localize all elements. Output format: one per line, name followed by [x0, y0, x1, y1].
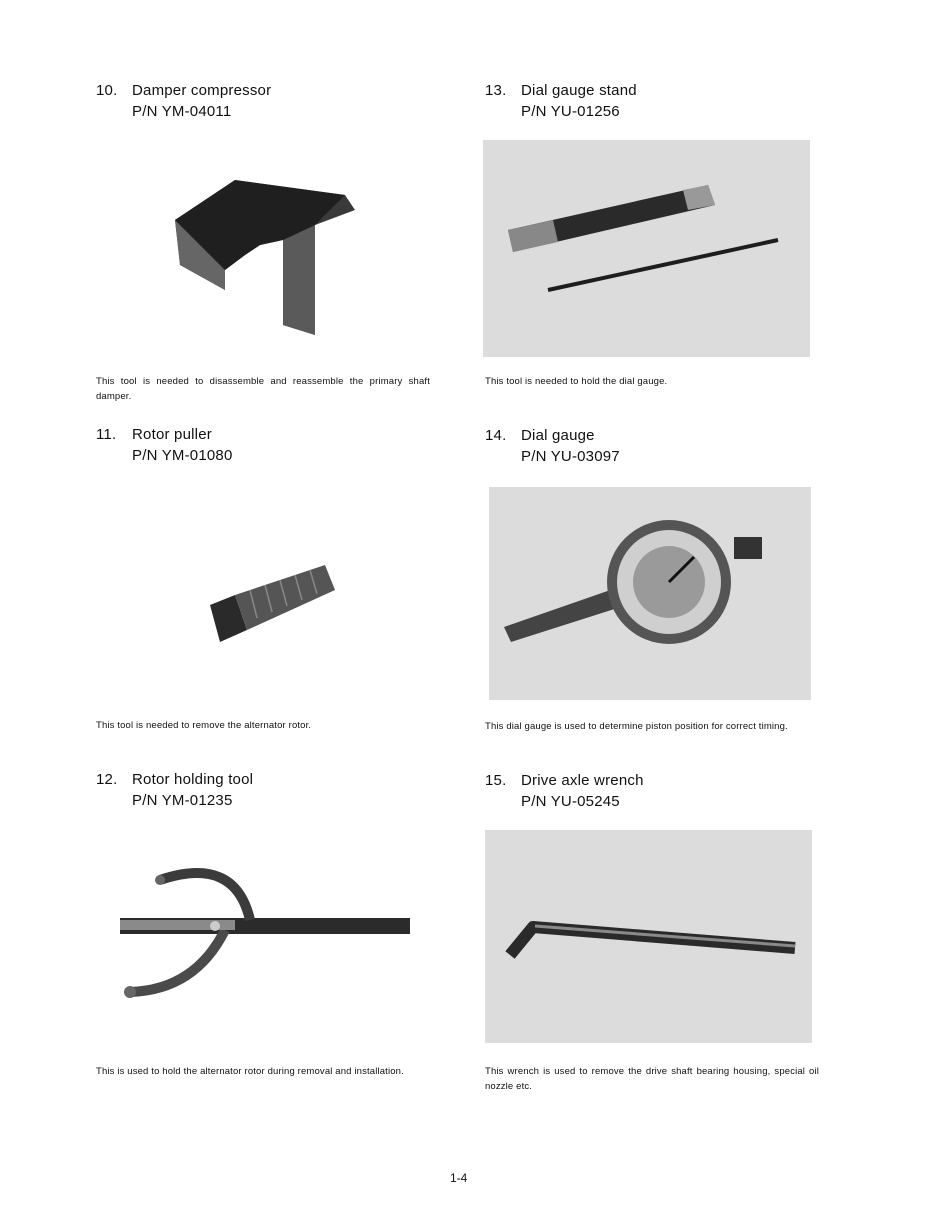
page-number: 1-4: [450, 1171, 468, 1185]
tool-15-heading: [485, 770, 830, 812]
tool-name: Rotor puller: [132, 426, 212, 443]
tool-12-heading: [96, 769, 441, 811]
tool-13-caption: This tool is needed to hold the dial gauge.: [485, 376, 668, 387]
item-number: 11.: [96, 426, 117, 443]
part-number: P/N YM-01080: [132, 447, 233, 464]
tool-14-caption: This dial gauge is used to determine piston position for correct timing.: [485, 721, 788, 732]
part-number: P/N YM-04011: [132, 103, 232, 120]
tool-15-caption: This wrench is used to remove the drive shaft bearing housing, special oil nozzle etc.: [485, 1066, 819, 1092]
tool-14-heading: [485, 425, 830, 467]
tool-10-heading: [96, 80, 441, 122]
drive-axle-wrench-photo: [485, 830, 812, 1043]
part-number: P/N YU-01256: [521, 103, 620, 120]
tool-name: Damper compressor: [132, 82, 272, 99]
item-number: 10.: [96, 82, 118, 99]
tool-name: Dial gauge: [521, 427, 595, 444]
rotor-puller-photo: [205, 560, 345, 645]
damper-compressor-photo: [165, 165, 365, 345]
item-number: 14.: [485, 427, 507, 444]
tool-name: Dial gauge stand: [521, 82, 637, 99]
item-number: 15.: [485, 772, 507, 789]
rotor-holding-tool-photo: [115, 860, 415, 1010]
tool-name: Drive axle wrench: [521, 772, 644, 789]
tool-12-caption: This is used to hold the alternator rotor during removal and installation.: [96, 1066, 404, 1077]
item-number: 13.: [485, 82, 507, 99]
item-number: 12.: [96, 771, 118, 788]
tool-10-caption: This tool is needed to disassemble and reassemble the primary shaft damper.: [96, 376, 430, 402]
part-number: P/N YM-01235: [132, 792, 233, 809]
tool-11-heading: [96, 424, 441, 466]
dial-gauge-stand-photo: [483, 140, 810, 357]
part-number: P/N YU-05245: [521, 793, 620, 810]
part-number: P/N YU-03097: [521, 448, 620, 465]
tool-13-heading: [485, 80, 830, 122]
dial-gauge-photo: [489, 487, 811, 700]
tool-11-caption: This tool is needed to remove the alternator rotor.: [96, 720, 312, 731]
tool-name: Rotor holding tool: [132, 771, 254, 788]
